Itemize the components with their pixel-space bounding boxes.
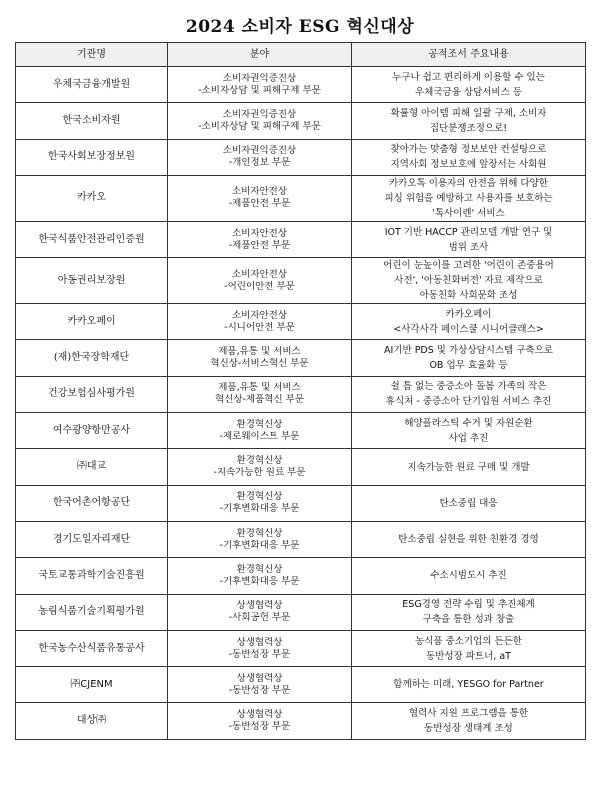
- merit-line: 탄소중립 실현을 위한 친환경 경영: [398, 534, 539, 546]
- header-merit: 공적조서 주요내용: [352, 43, 586, 67]
- merit-cell: [352, 103, 586, 139]
- merit-line: 휴식처 - 중증소아 단기입원 서비스 추진: [385, 396, 552, 408]
- field-cell: [168, 703, 352, 739]
- merit-cell: [352, 376, 586, 412]
- field-cell: [168, 67, 352, 103]
- merit-line: AI기반 PDS 및 가상상담시스템 구축으로: [384, 345, 553, 357]
- agency-cell: 한국소비자원: [16, 103, 168, 139]
- field-line: -지속가능한 원료 부문: [213, 467, 306, 479]
- field-cell: [168, 139, 352, 175]
- agency-cell: (재)한국장학재단: [16, 340, 168, 376]
- merit-line: 카카오페이: [445, 308, 492, 320]
- field-cell: [168, 304, 352, 340]
- merit-cell: [352, 304, 586, 340]
- field-cell: [168, 558, 352, 594]
- merit-line: 우체국금융 상담서비스 등: [415, 86, 522, 98]
- field-cell: [168, 340, 352, 376]
- table-row: [16, 139, 586, 175]
- field-line: 혁신상-서비스혁신 부문: [210, 358, 309, 370]
- field-line: -제품안전 부문: [228, 239, 291, 251]
- merit-line: OB 업무 효율화 등: [429, 360, 508, 372]
- field-cell: [168, 376, 352, 412]
- merit-cell: [352, 175, 586, 221]
- field-line: 소비자안전상: [231, 309, 288, 321]
- field-cell: [168, 667, 352, 703]
- merit-cell: [352, 221, 586, 257]
- merit-cell: [352, 521, 586, 557]
- agency-cell: 카카오: [16, 175, 168, 221]
- merit-line: ESG경영 전략 수립 및 추진체계: [402, 599, 535, 611]
- merit-line: 확률형 아이템 피해 일괄 구제, 소비자: [390, 107, 547, 119]
- agency-cell: 한국식품안전관리인증원: [16, 221, 168, 257]
- field-line: 상생협력상: [236, 636, 283, 648]
- merit-cell: [352, 258, 586, 304]
- agency-cell: 건강보험심사평가원: [16, 376, 168, 412]
- agency-cell: 한국어촌어항공단: [16, 485, 168, 521]
- table-row: [16, 558, 586, 594]
- field-line: -어린이안전 부문: [224, 280, 295, 292]
- table-row: [16, 175, 586, 221]
- field-line: -기후변화대응 부문: [219, 575, 300, 587]
- field-cell: [168, 449, 352, 485]
- merit-cell: [352, 449, 586, 485]
- merit-line: '톡사이렌' 서비스: [432, 207, 505, 219]
- field-cell: [168, 175, 352, 221]
- agency-cell: 한국농수산식품유통공사: [16, 630, 168, 666]
- merit-cell: [352, 67, 586, 103]
- field-cell: [168, 594, 352, 630]
- field-line: -사회공헌 부문: [228, 612, 291, 624]
- merit-cell: [352, 558, 586, 594]
- agency-cell: ㈜대교: [16, 449, 168, 485]
- field-cell: [168, 258, 352, 304]
- field-line: 환경혁신상: [236, 563, 283, 575]
- field-line: -동반성장 부문: [228, 648, 291, 660]
- merit-line: 범위 조사: [448, 241, 489, 253]
- field-line: -기후변화대응 부문: [219, 503, 300, 515]
- table-header-row: [16, 43, 586, 67]
- agency-cell: 아동권리보장원: [16, 258, 168, 304]
- field-line: -시니어안전 부문: [224, 321, 295, 333]
- field-line: 상생협력상: [236, 672, 283, 684]
- field-line: 환경혁신상: [236, 527, 283, 539]
- field-line: 상생협력상: [236, 709, 283, 721]
- table-row: [16, 449, 586, 485]
- merit-line: 사업 추진: [448, 432, 489, 444]
- agency-cell: 한국사회보장정보원: [16, 139, 168, 175]
- document-title: 2024 소비자 ESG 혁신대상: [185, 17, 415, 37]
- field-line: 환경혁신상: [236, 491, 283, 503]
- agency-cell: 대상㈜: [16, 703, 168, 739]
- field-cell: [168, 630, 352, 666]
- merit-line: 농식품 중소기업의 든든한: [415, 635, 522, 647]
- merit-line: 협력사 지원 프로그램을 통한: [408, 708, 529, 720]
- field-cell: [168, 103, 352, 139]
- merit-line: 피싱 위험을 예방하고 사용자를 보호하는: [384, 192, 553, 204]
- agency-cell: 카카오페이: [16, 304, 168, 340]
- merit-cell: [352, 703, 586, 739]
- merit-line: 탄소중립 대응: [439, 497, 498, 509]
- table-row: [16, 594, 586, 630]
- field-line: 제품,유통 및 서비스: [218, 382, 301, 394]
- merit-cell: [352, 139, 586, 175]
- field-line: 소비자권익증진상: [222, 145, 297, 157]
- table-row: [16, 703, 586, 739]
- merit-line: 찾아가는 맞춤형 정보보안 컨설팅으로: [390, 144, 547, 156]
- table-row: [16, 304, 586, 340]
- field-line: 소비자안전상: [231, 186, 288, 198]
- agency-cell: 농림식품기술기획평가원: [16, 594, 168, 630]
- field-line: 혁신상-제품혁신 부문: [214, 394, 305, 406]
- merit-cell: [352, 667, 586, 703]
- merit-line: 누구나 쉽고 편리하게 이용할 수 있는: [392, 71, 545, 83]
- table-body: [16, 67, 586, 740]
- table-row: [16, 485, 586, 521]
- merit-cell: [352, 413, 586, 449]
- table-row: [16, 521, 586, 557]
- field-cell: [168, 485, 352, 521]
- merit-line: 수소시범도시 추진: [430, 570, 507, 582]
- merit-line: 지속가능한 원료 구매 및 개발: [407, 461, 530, 473]
- field-line: 제품,유통 및 서비스: [218, 346, 301, 358]
- table-row: [16, 221, 586, 257]
- merit-cell: [352, 594, 586, 630]
- field-line: -소비자상담 및 피해구제 부문: [198, 120, 321, 132]
- merit-line: 동반성장 생태계 조성: [424, 723, 513, 735]
- merit-line: 카카오톡 이용자의 안전을 위해 다양한: [389, 177, 548, 189]
- merit-cell: [352, 485, 586, 521]
- field-line: -동반성장 부문: [228, 721, 291, 733]
- field-line: -제로웨이스트 부문: [219, 430, 300, 442]
- merit-line: 해양플라스틱 수거 및 자원순환: [404, 417, 533, 429]
- agency-cell: 국토교통과학기술진흥원: [16, 558, 168, 594]
- merit-line: 함께하는 미래, YESGO for Partner: [393, 679, 544, 691]
- award-table: [15, 42, 586, 740]
- agency-cell: 우체국금융개발원: [16, 67, 168, 103]
- merit-line: IOT 기반 HACCP 관리모델 개발 연구 및: [384, 226, 553, 238]
- table-row: [16, 258, 586, 304]
- field-line: 소비자권익증진상: [222, 72, 297, 84]
- merit-line: 어린이 눈높이를 고려한 '어린이 존중용어: [383, 260, 554, 272]
- merit-line: 사전', '아동친화버전' 자료 제작으로: [394, 275, 543, 287]
- field-line: 환경혁신상: [236, 418, 283, 430]
- merit-cell: [352, 340, 586, 376]
- table-row: [16, 630, 586, 666]
- merit-line: 지역사회 정보보호에 앞장서는 사회원: [390, 159, 547, 171]
- field-line: -기후변화대응 부문: [219, 539, 300, 551]
- field-cell: [168, 221, 352, 257]
- field-line: -소비자상담 및 피해구제 부문: [198, 84, 321, 96]
- field-line: 소비자안전상: [231, 227, 288, 239]
- table-row: [16, 103, 586, 139]
- merit-line: 아동친화 사회문화 조성: [419, 290, 518, 302]
- merit-line: 구축을 통한 성과 창출: [422, 614, 515, 626]
- agency-cell: 경기도일자리재단: [16, 521, 168, 557]
- field-line: 환경혁신상: [236, 455, 283, 467]
- merit-line: 쉴 틈 없는 중증소아 돌봄 가족의 작은: [390, 381, 547, 393]
- field-cell: [168, 521, 352, 557]
- field-line: -제품안전 부문: [228, 198, 291, 210]
- table-row: [16, 340, 586, 376]
- merit-line: 동반성장 파트너, aT: [426, 650, 511, 662]
- merit-cell: [352, 630, 586, 666]
- header-agency: 기관명: [16, 43, 168, 67]
- field-line: -동반성장 부문: [228, 684, 291, 696]
- merit-line: 집단분쟁조정으로!: [429, 122, 508, 134]
- header-field: 분야: [168, 43, 352, 67]
- agency-cell: 여수광양항만공사: [16, 413, 168, 449]
- table-row: [16, 67, 586, 103]
- table-row: [16, 376, 586, 412]
- field-line: 소비자권익증진상: [222, 108, 297, 120]
- field-line: 소비자안전상: [231, 268, 288, 280]
- table-row: [16, 413, 586, 449]
- field-line: -개인정보 부문: [228, 157, 291, 169]
- table-row: [16, 667, 586, 703]
- field-line: 상생협력상: [236, 600, 283, 612]
- field-cell: [168, 413, 352, 449]
- agency-cell: ㈜CJENM: [16, 667, 168, 703]
- merit-line: <사각사각 페이스쿨 시니어클래스>: [393, 323, 544, 335]
